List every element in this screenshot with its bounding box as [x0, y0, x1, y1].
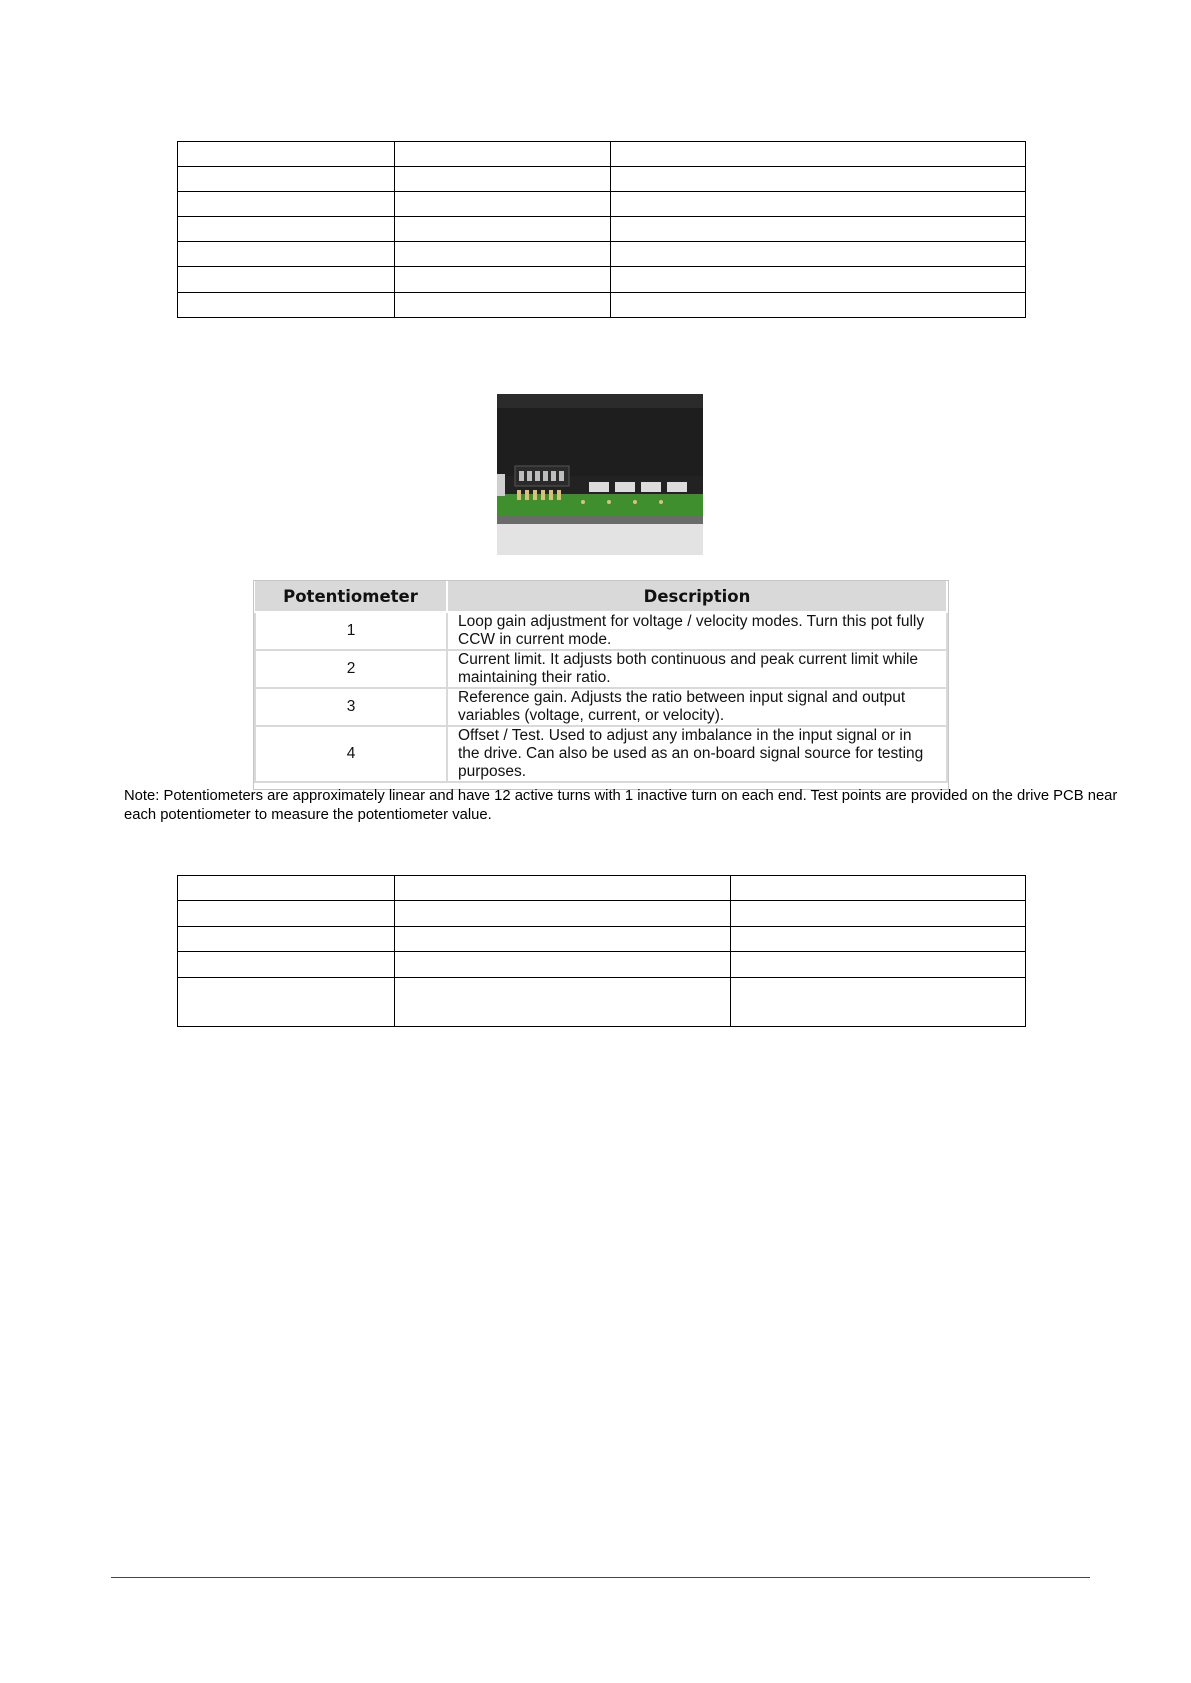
table-row — [178, 267, 1026, 293]
table-row — [178, 167, 1026, 192]
table-row — [178, 217, 1026, 242]
table-row — [178, 192, 1026, 217]
potentiometer-description: Current limit. It adjusts both continuous and peak current limit while maintaining their ratio. — [447, 650, 947, 688]
empty-table-top — [177, 141, 1026, 318]
table-row — [178, 142, 1026, 167]
column-header-description: Description — [447, 581, 947, 612]
potentiometer-table — [253, 580, 949, 790]
potentiometer-description: Reference gain. Adjusts the ratio between input signal and output variables (voltage, current, or velocity). — [447, 688, 947, 726]
table-row — [255, 650, 947, 688]
potentiometer-description: Loop gain adjustment for voltage / velocity modes. Turn this pot fully CCW in current mode. — [447, 612, 947, 650]
empty-table-bottom — [177, 875, 1026, 1027]
table-row — [255, 726, 947, 782]
table-row — [178, 876, 1026, 901]
table-row — [178, 978, 1026, 1027]
potentiometer-number: 2 — [255, 650, 447, 688]
table-row — [178, 901, 1026, 927]
table-row — [178, 952, 1026, 978]
potentiometer-number: 3 — [255, 688, 447, 726]
table-row — [178, 242, 1026, 267]
potentiometer-note: Note: Potentiometers are approximately linear and have 12 active turns with 1 inactive turn on each end. Test points are provided on the drive PCB near each potentiometer to measure the potentiometer value. — [124, 788, 1118, 823]
potentiometer-number: 4 — [255, 726, 447, 782]
drive-pcb-photo — [497, 394, 703, 555]
table-row — [178, 293, 1026, 318]
table-header-row — [255, 581, 947, 612]
potentiometer-number: 1 — [255, 612, 447, 650]
table-row — [255, 612, 947, 650]
table-row — [178, 927, 1026, 952]
footer-divider — [111, 1577, 1090, 1578]
table-row — [255, 688, 947, 726]
potentiometer-description: Offset / Test. Used to adjust any imbalance in the input signal or in the drive. Can also be used as an on-board signal source for testing purposes. — [447, 726, 947, 782]
column-header-potentiometer: Potentiometer — [255, 581, 447, 612]
